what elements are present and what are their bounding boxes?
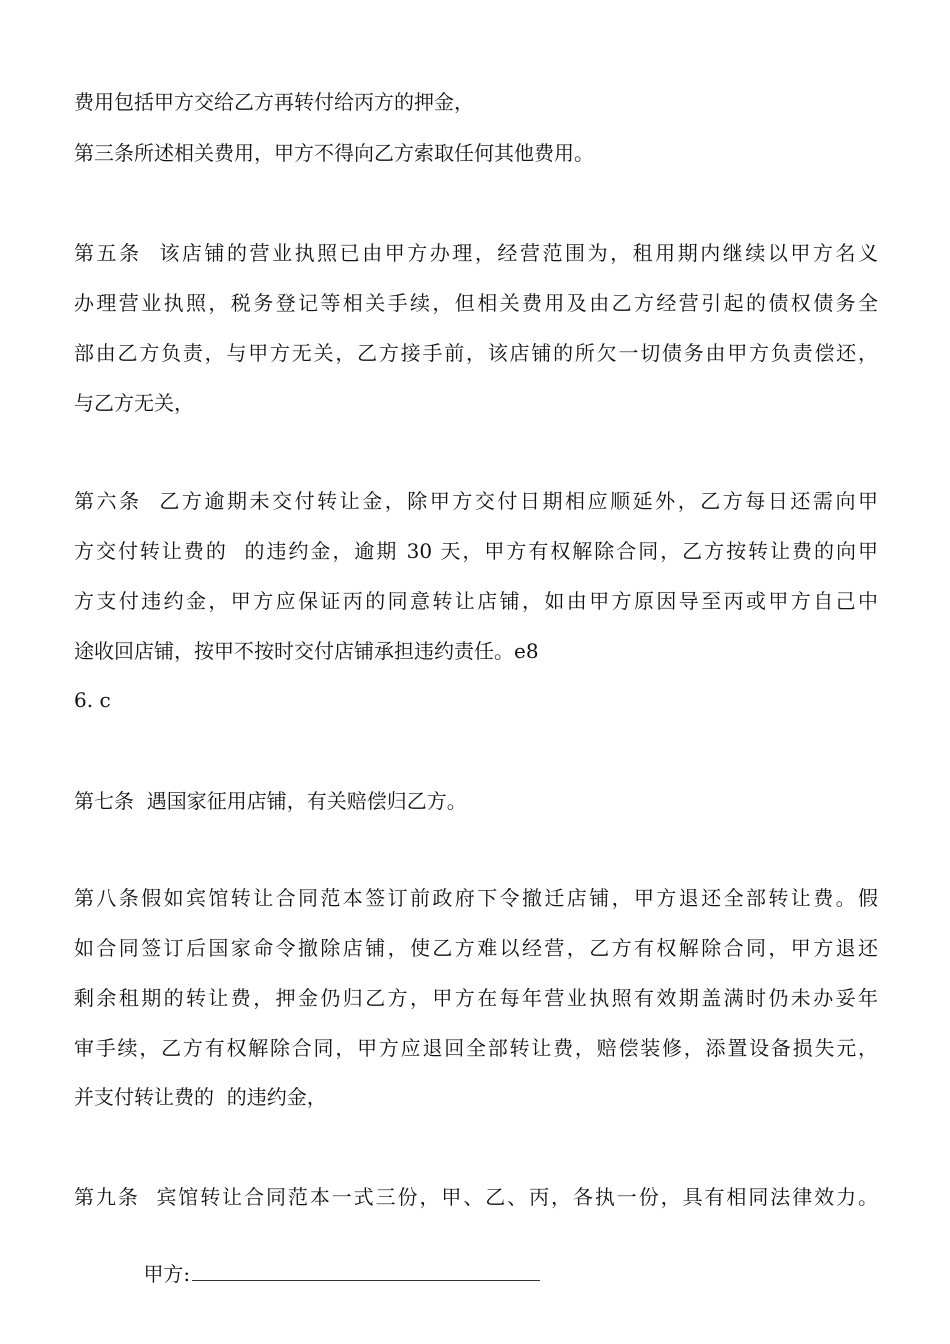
signature-blank-line: [192, 1262, 540, 1281]
text-line: 与乙方无关，: [74, 391, 194, 415]
text-line: 第九条 宾馆转让合同范本一式三份，甲、乙、丙，各执一份，具有相同法律效力。: [74, 1185, 878, 1209]
text-line: 费用包括甲方交给乙方再转付给丙方的押金，: [74, 90, 474, 114]
text-line: 第六条 乙方逾期未交付转让金，除甲方交付日期相应顺延外，乙方每日还需向甲: [74, 489, 878, 513]
text-line: 6. c: [74, 688, 111, 712]
text-line: 并支付转让费的 的违约金，: [74, 1085, 327, 1109]
text-line: 第八条假如宾馆转让合同范本签订前政府下令撤迁店铺，甲方退还全部转让费。假: [74, 886, 878, 910]
text-line: 剩余租期的转让费，押金仍归乙方，甲方在每年营业执照有效期盖满时仍未办妥年: [74, 986, 878, 1010]
text-line: 途收回店铺，按甲不按时交付店铺承担违约责任。e8: [74, 639, 539, 663]
signature-label: 甲方:: [143, 1262, 191, 1286]
text-line: 审手续，乙方有权解除合同，甲方应退回全部转让费，赔偿装修，添置设备损失元，: [74, 1036, 878, 1060]
text-line: 部由乙方负责，与甲方无关，乙方接手前，该店铺的所欠一切债务由甲方负责偿还，: [74, 341, 878, 365]
signature-party-a: [118, 1235, 540, 1313]
text-line: 方支付违约金，甲方应保证丙的同意转让店铺，如由甲方原因导至丙或甲方自己中: [74, 589, 878, 613]
text-line: 第七条 遇国家征用店铺，有关赔偿归乙方。: [74, 789, 467, 813]
text-line: 方交付转让费的 的违约金，逾期 30 天，甲方有权解除合同，乙方按转让费的向甲: [74, 539, 878, 563]
text-line: 如合同签订后国家命令撤除店铺，使乙方难以经营，乙方有权解除合同，甲方退还: [74, 936, 878, 960]
text-line: 第三条所述相关费用，甲方不得向乙方索取任何其他费用。: [74, 141, 594, 165]
text-line: 第五条 该店铺的营业执照已由甲方办理，经营范围为，租用期内继续以甲方名义: [74, 241, 878, 265]
text-line: 办理营业执照，税务登记等相关手续，但相关费用及由乙方经营引起的债权债务全: [74, 291, 878, 315]
